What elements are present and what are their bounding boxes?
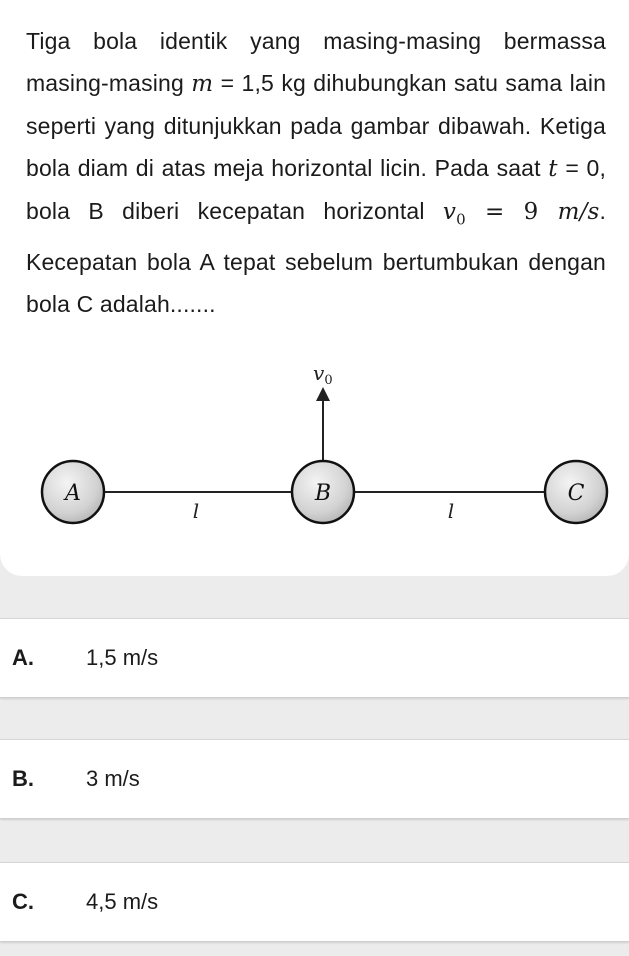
velocity-formula <box>442 199 600 229</box>
mass-equals: = <box>220 70 235 96</box>
mass-value: 1,5 kg <box>241 70 306 96</box>
velocity-label: $v_0$ <box>313 361 333 388</box>
velocity-symbol: v <box>442 199 457 225</box>
three-ball-diagram <box>0 355 629 540</box>
length-label-left: l <box>192 499 200 523</box>
ball-a-label: A <box>65 481 81 506</box>
velocity-subscript: 0 <box>456 210 466 229</box>
question-part-1: Tiga bola identik yang masing-masing bermassa masing-masing <box>26 28 606 96</box>
option-letter: C. <box>12 889 34 914</box>
option-text: 4,5 m/s <box>86 889 159 914</box>
arrow-head-icon <box>316 387 330 401</box>
option-a[interactable] <box>0 618 629 698</box>
question-part-2: dihubungkan satu sama lain seperti yang ditunjukkan pada gambar dibawah. Ketiga bola diam di atas meja horizontal licin. Pada saat <box>26 70 607 181</box>
option-text: 3 m/s <box>86 766 140 791</box>
option-text: 1,5 m/s <box>86 645 159 670</box>
ball-b-label: B <box>314 481 332 506</box>
option-b[interactable] <box>0 739 629 819</box>
velocity-unit: m/s <box>557 199 600 225</box>
question-text <box>26 20 606 325</box>
mass-symbol: m <box>191 71 214 97</box>
question-part-3: bola B diberi kecepatan horizontal <box>26 198 425 224</box>
option-c[interactable] <box>0 862 629 942</box>
velocity-value: = 9 <box>485 199 539 225</box>
question-part-4: . Kecepatan bola A tepat sebelum bertumbukan dengan bola C adalah....... <box>26 198 606 317</box>
length-label-right: l <box>447 499 455 523</box>
time-symbol: t <box>548 156 558 182</box>
ball-c-label: C <box>567 481 585 506</box>
option-letter: A. <box>12 645 34 670</box>
time-value: = 0, <box>565 155 607 181</box>
option-letter: B. <box>12 766 34 791</box>
